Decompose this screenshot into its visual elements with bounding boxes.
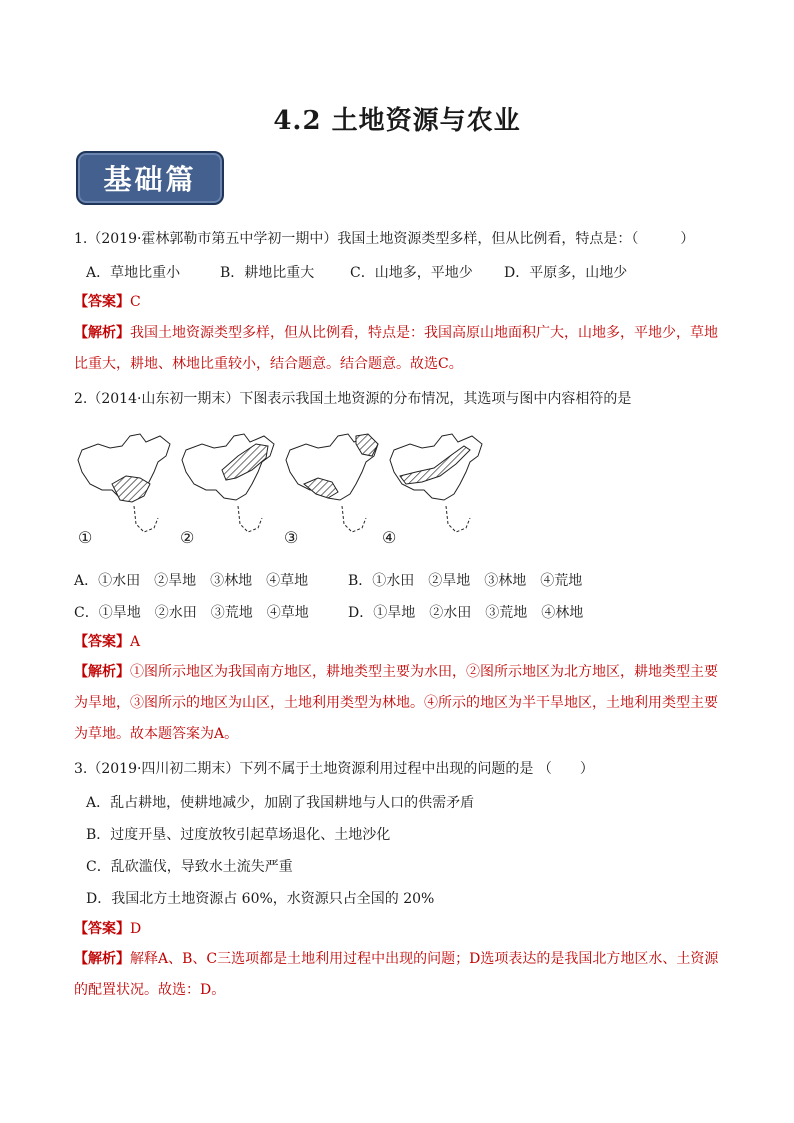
analysis-tag: 【解析】 xyxy=(74,325,130,341)
answer-value: A xyxy=(130,634,141,650)
answer-value: C xyxy=(130,294,141,310)
china-land-maps xyxy=(74,428,494,548)
analysis-tag: 【解析】 xyxy=(74,951,130,967)
q2-option-d: D．①旱地 ②水田 ③荒地 ④林地 xyxy=(348,605,584,621)
map-label-3: ③ xyxy=(284,528,299,547)
page-title: 4.2 土地资源与农业 xyxy=(273,106,521,136)
section-badge: 基础篇 xyxy=(76,151,224,205)
answer-tag: 【答案】 xyxy=(74,294,130,310)
map-label-4: ④ xyxy=(382,528,397,547)
q3-answer xyxy=(74,920,141,938)
map-label-1: ① xyxy=(78,528,93,547)
map-2 xyxy=(182,434,274,532)
analysis-tag: 【解析】 xyxy=(74,664,130,680)
q2-analysis xyxy=(74,657,724,750)
answer-tag: 【答案】 xyxy=(74,634,130,650)
answer-value: D xyxy=(130,921,142,937)
question-2-stem: 2.（2014·山东初一期末）下图表示我国土地资源的分布情况，其选项与图中内容相符的是 xyxy=(74,391,632,407)
q1-option-b: B．耕地比重大 xyxy=(220,265,315,281)
analysis-text: 解释A、B、C三选项都是土地利用过程中出现的问题；D选项表达的是我国北方地区水、土资源 xyxy=(130,951,719,967)
analysis-text: 比重大，耕地、林地比重较小，结合题意。结合题意。故选C。 xyxy=(74,356,463,372)
q1-answer xyxy=(74,293,141,311)
analysis-text: 为草地。故本题答案为A。 xyxy=(74,726,239,742)
q3-option-b: B．过度开垦、过度放牧引起草场退化、土地沙化 xyxy=(86,827,391,843)
q2-option-a: A．①水田 ②旱地 ③林地 ④草地 xyxy=(74,573,309,589)
q3-analysis xyxy=(74,944,724,1006)
analysis-text: 我国土地资源类型多样，但从比例看，特点是：我国高原山地面积广大，山地多，平地少，草地 xyxy=(130,325,718,341)
map-label-2: ② xyxy=(180,528,195,547)
analysis-text: ①图所示地区为我国南方地区，耕地类型主要为水田，②图所示地区为北方地区，耕地类型主要 xyxy=(130,664,718,680)
q3-option-a: A．乱占耕地，使耕地减少，加剧了我国耕地与人口的供需矛盾 xyxy=(86,795,475,811)
q1-option-c: C．山地多，平地少 xyxy=(350,265,473,281)
analysis-text: 的配置状况。故选：D。 xyxy=(74,982,226,998)
q1-analysis xyxy=(74,318,724,380)
question-3-stem: 3.（2019·四川初二期末）下列不属于土地资源利用过程中出现的问题的是 （ ） xyxy=(74,761,594,777)
q1-option-a: A．草地比重小 xyxy=(86,265,181,281)
map-4 xyxy=(390,434,482,532)
question-1-stem: 1.（2019·霍林郭勒市第五中学初一期中）我国土地资源类型多样，但从比例看，特点是：（ ） xyxy=(74,231,695,247)
map-3 xyxy=(286,434,378,532)
q2-option-b: B．①水田 ②旱地 ③林地 ④荒地 xyxy=(348,573,583,589)
map-1 xyxy=(78,434,170,532)
q3-option-c: C．乱砍滥伐，导致水土流失严重 xyxy=(86,859,293,875)
answer-tag: 【答案】 xyxy=(74,921,130,937)
q3-option-d: D．我国北方土地资源占 60%，水资源只占全国的 20% xyxy=(86,891,435,907)
analysis-text: 为旱地，③图所示的地区为山区，土地利用类型为林地。④所示的地区为半干旱地区，土地利用类型主要 xyxy=(74,695,718,711)
q2-option-c: C．①旱地 ②水田 ③荒地 ④草地 xyxy=(74,605,309,621)
q1-option-d: D．平原多，山地少 xyxy=(504,265,628,281)
q2-answer xyxy=(74,633,140,651)
